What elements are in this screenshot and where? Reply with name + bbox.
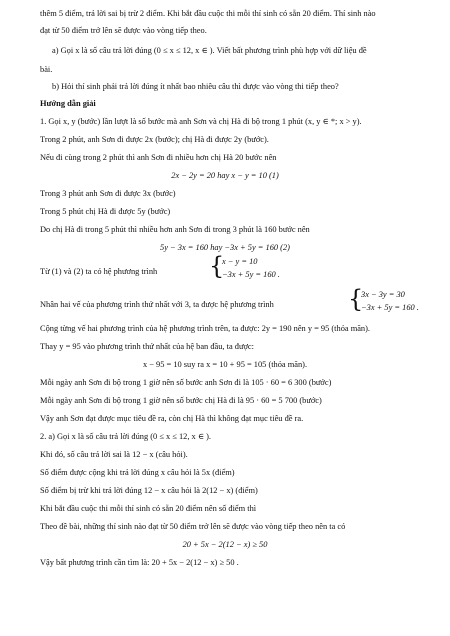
text-line: Mỗi ngày anh Sơn đi bộ trong 1 giờ nên số bước chị Hà đi là 95 · 60 = 5 700 (bước) bbox=[40, 396, 322, 405]
text-line: Theo đề bài, những thí sinh nào đạt từ 50 điểm trở lên sẽ được vào vòng tiếp theo nên ta có bbox=[40, 522, 346, 531]
brace-icon: { bbox=[348, 285, 364, 313]
text-line: 1. Gọi x, y (bước) lần lượt là số bước mà anh Sơn và chị Hà đi bộ trong 1 phút (x, y ∈ *; x > y). bbox=[40, 117, 362, 126]
text-line: Số điểm bị trừ khi trả lời đúng 12 − x câu hỏi là 2(12 − x) (điểm) bbox=[40, 486, 258, 495]
final-answer: Vậy bất phương trình cần tìm là: 20 + 5x − 2(12 − x) ≥ 50 . bbox=[40, 558, 239, 567]
text-line: Trong 5 phút chị Hà đi được 5y (bước) bbox=[40, 207, 171, 216]
question-a: a) Gọi x là số câu trả lời đúng (0 ≤ x ≤ 12, x ∈ ). Viết bất phương trình phù hợp với dữ liệu đề bbox=[52, 46, 367, 55]
brace-icon: { bbox=[209, 252, 225, 280]
text-line: Từ (1) và (2) ta có hệ phương trình bbox=[40, 267, 158, 276]
text-line: Thay y = 95 vào phương trình thứ nhất của hệ ban đầu, ta được: bbox=[40, 342, 254, 351]
system-1-eq-2: −3x + 5y = 160 . bbox=[222, 270, 280, 279]
system-2-eq-1: 3x − 3y = 30 bbox=[361, 290, 405, 299]
text-line: Nếu đi cùng trong 2 phút thì anh Sơn đi nhiều hơn chị Hà 20 bước nên bbox=[40, 153, 277, 162]
system-1-eq-1: x − y = 10 bbox=[222, 257, 258, 266]
text-line: Trong 3 phút anh Sơn đi được 3x (bước) bbox=[40, 189, 176, 198]
text-line: Khi đó, số câu trả lời sai là 12 − x (câu hỏi). bbox=[40, 450, 188, 459]
text-line: Số điểm được cộng khi trả lời đúng x câu hỏi là 5x (điểm) bbox=[40, 468, 235, 477]
equation-3: x − 95 = 10 suy ra x = 10 + 95 = 105 (thỏa mãn). bbox=[142, 360, 308, 369]
system-2-eq-2: −3x + 5y = 160 . bbox=[361, 303, 419, 312]
equation-2: 5y − 3x = 160 hay −3x + 5y = 160 (2) bbox=[160, 243, 290, 252]
text-line: Trong 2 phút, anh Sơn đi được 2x (bước); chị Hà đi được 2y (bước). bbox=[40, 135, 269, 144]
text-line: Do chị Hà đi trong 5 phút thì nhiều hơn anh Sơn đi trong 3 phút là 160 bước nên bbox=[40, 225, 310, 234]
text-line: bài. bbox=[40, 65, 53, 74]
question-b: b) Hỏi thí sinh phải trả lời đúng ít nhất bao nhiêu câu thì được vào vòng thi tiếp theo? bbox=[52, 82, 339, 91]
text-line: thêm 5 điểm, trả lời sai bị trừ 2 điểm. Khi bắt đầu cuộc thi mỗi thí sinh có sẵn 20 điểm. Thí sinh nào bbox=[40, 9, 376, 18]
inequality: 20 + 5x − 2(12 − x) ≥ 50 bbox=[182, 540, 268, 549]
text-line: Nhân hai vế của phương trình thứ nhất với 3, ta được hệ phương trình bbox=[40, 300, 274, 309]
question-2a: 2. a) Gọi x là số câu trả lời đúng (0 ≤ x ≤ 12, x ∈ ). bbox=[40, 432, 212, 441]
conclusion: Vậy anh Sơn đạt được mục tiêu đề ra, còn chị Hà thì không đạt mục tiêu đề ra. bbox=[40, 414, 304, 423]
text-line: Khi bắt đầu cuộc thi mỗi thí sinh có sẵn 20 điểm nên số điểm thì bbox=[40, 504, 257, 513]
equation-1: 2x − 2y = 20 hay x − y = 10 (1) bbox=[171, 171, 279, 180]
section-heading: Hướng dẫn giải bbox=[40, 99, 96, 108]
text-line: Cộng từng vế hai phương trình của hệ phương trình trên, ta được: 2y = 190 nên y = 95 (thỏa mãn). bbox=[40, 324, 370, 333]
text-line: Mỗi ngày anh Sơn đi bộ trong 1 giờ nên số bước anh Sơn đi là 105 · 60 = 6 300 (bước) bbox=[40, 378, 332, 387]
text-line: đạt từ 50 điểm trở lên sẽ được vào vòng tiếp theo. bbox=[40, 26, 207, 35]
